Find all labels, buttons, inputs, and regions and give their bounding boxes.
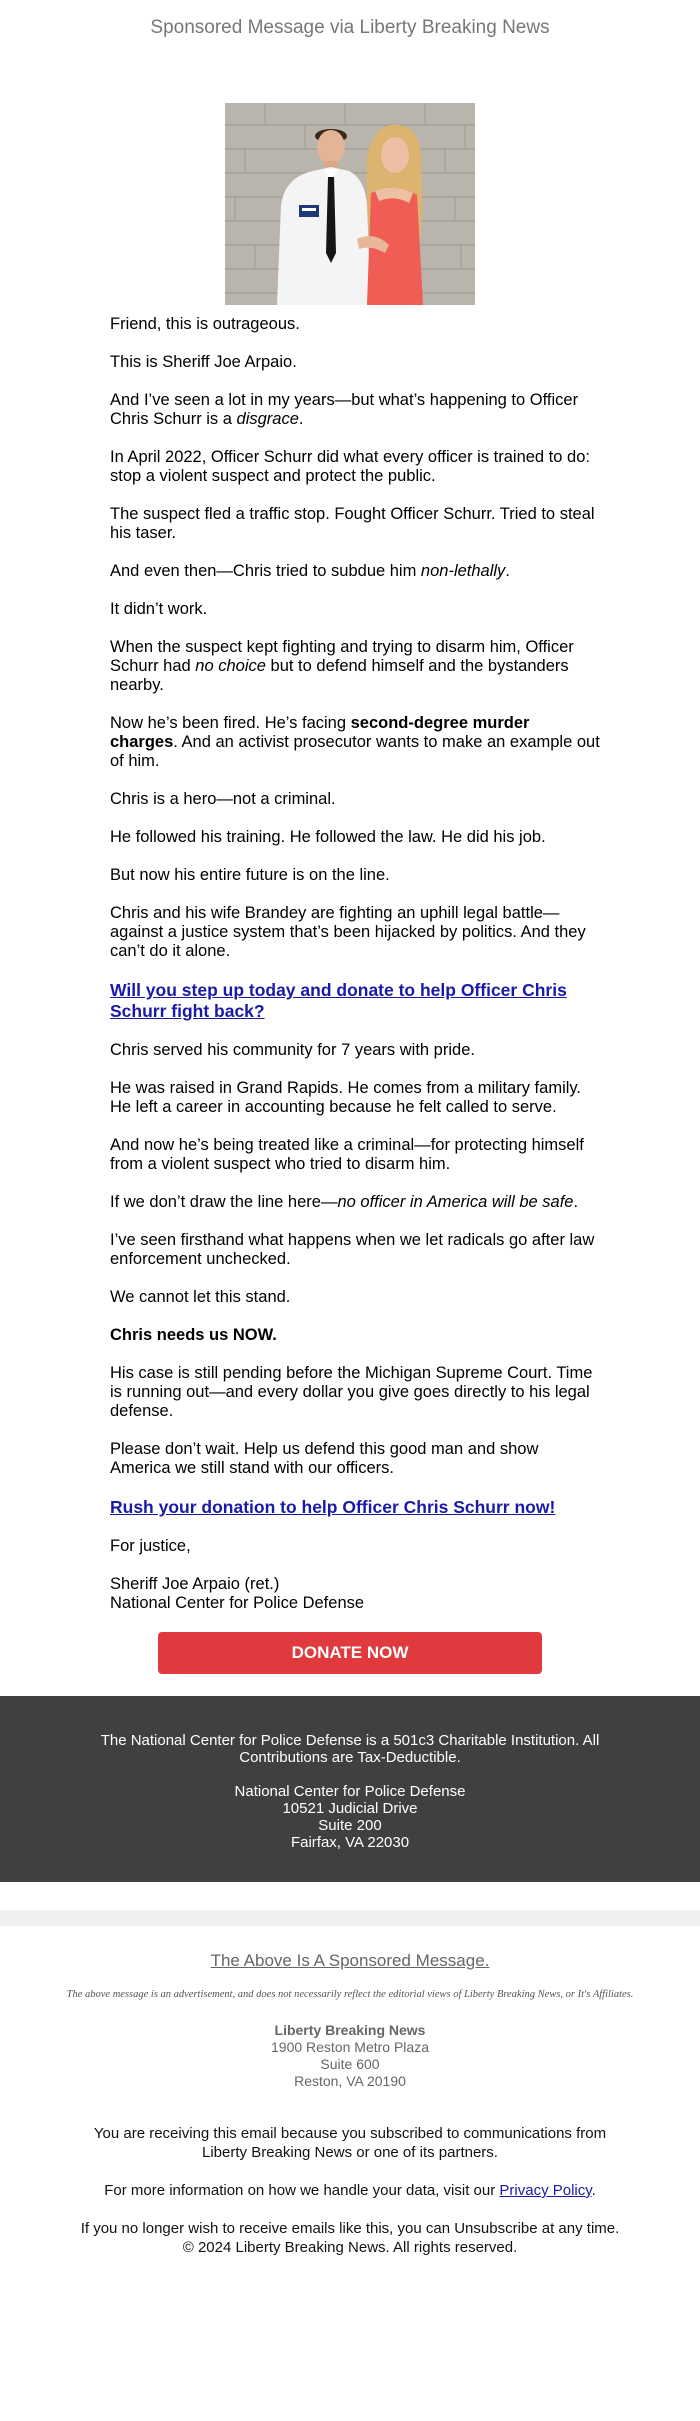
letter-closing: For justice, (110, 1537, 191, 1555)
donate-link-fight-back[interactable]: Will you step up today and donate to help Officer Chris Schurr fight back? (110, 980, 567, 1021)
letter-paragraph: Please don’t wait. Help us defend this good man and show America we still stand with our officers. (110, 1440, 539, 1477)
letter-paragraph: It didn’t work. (110, 600, 208, 618)
legal-section (0, 2124, 700, 2257)
sponsored-header (0, 0, 700, 58)
letter-paragraph: Chris and his wife Brandey are fighting an uphill legal battle—against a justice system that’s been hijacked by politics. And they can’t do it alone. (110, 904, 586, 960)
org-city: Fairfax, VA 22030 (290, 1834, 410, 1851)
divider-band (0, 1910, 700, 1926)
subscription-notice: You are receiving this email because you subscribed to communications from Liberty Breaking News or one of its partners. (93, 2125, 607, 2161)
publisher-suite: Suite 600 (320, 2056, 380, 2072)
letter-paragraph (110, 980, 600, 1022)
emphasis-text: disgrace (236, 410, 299, 428)
copyright-text: © 2024 Liberty Breaking News. All rights reserved. (182, 2239, 518, 2256)
hero-photo-illustration (225, 103, 475, 305)
hero-photo (225, 103, 475, 305)
letter-paragraph: Chris served his community for 7 years with pride. (110, 1041, 475, 1059)
letter-paragraph: He was raised in Grand Rapids. He comes from a military family. He left a career in accounting because he felt called to serve. (110, 1079, 582, 1116)
signature-org: National Center for Police Defense (110, 1594, 365, 1612)
unsubscribe-text: If you no longer wish to receive emails like this, you can Unsubscribe at any time. (80, 2220, 620, 2237)
privacy-notice: For more information on how we handle your data, visit our Privacy Policy. (104, 2182, 596, 2199)
letter-paragraph (110, 1497, 600, 1518)
letter-paragraph: And I’ve seen a lot in my years—but what’s happening to Officer Chris Schurr is a disgrace. (110, 391, 579, 428)
letter-paragraph: This is Sheriff Joe Arpaio. (110, 353, 297, 371)
emphasis-text: no choice (195, 657, 266, 675)
emphasis-text: non-lethally (420, 562, 506, 580)
letter-paragraph: When the suspect kept fighting and trying to disarm him, Officer Schurr had no choice but to defend himself and the bystanders nearby. (110, 638, 574, 694)
spacer (0, 1882, 700, 1910)
sponsor-note: The above message is an advertisement, and does not necessarily reflect the editorial views of Liberty Breaking News, or It's Affiliates. (66, 1989, 634, 2000)
letter-paragraph: We cannot let this stand. (110, 1288, 291, 1306)
letter-signature (110, 1575, 600, 1613)
letter-paragraph: The suspect fled a traffic stop. Fought Officer Schurr. Tried to steal his taser. (110, 505, 595, 542)
letter-paragraph: And even then—Chris tried to subdue him non-lethally. (110, 562, 510, 580)
letter-paragraph: If we don’t draw the line here—no officer in America will be safe. (110, 1193, 579, 1211)
publisher-name: Liberty Breaking News (274, 2022, 426, 2038)
org-name: National Center for Police Defense (234, 1783, 466, 1800)
sponsor-title: The Above Is A Sponsored Message. (210, 1951, 490, 1970)
donate-now-button[interactable]: DONATE NOW (158, 1632, 542, 1674)
letter-paragraph: I’ve seen firsthand what happens when we let radicals go after law enforcement unchecked. (110, 1231, 595, 1268)
emphasis-text: no officer in America will be safe (337, 1193, 574, 1211)
bold-text: Chris needs us NOW. (110, 1326, 277, 1344)
org-footer (0, 1696, 700, 1882)
signature-name: Sheriff Joe Arpaio (ret.) (110, 1575, 280, 1593)
org-address (90, 1783, 610, 1851)
privacy-policy-link[interactable]: Privacy Policy (499, 2182, 592, 2199)
letter-paragraph: Friend, this is outrageous. (110, 315, 300, 333)
letter-body (110, 315, 600, 1613)
letter-paragraph: Chris is a hero—not a criminal. (110, 790, 336, 808)
org-street: 10521 Judicial Drive (282, 1800, 418, 1817)
donate-link-rush[interactable]: Rush your donation to help Officer Chris Schurr now! (110, 1497, 556, 1517)
bold-text: second-degree murder charges (110, 714, 530, 751)
cta-container (0, 1632, 700, 1696)
tax-disclaimer: The National Center for Police Defense is a 501c3 Charitable Institution. All Contributions are Tax-Deductible. (100, 1732, 600, 1766)
letter-paragraph: Now he’s been fired. He’s facing second-degree murder charges. And an activist prosecutor wants to make an example out of him. (110, 714, 600, 770)
hero-image-container (0, 103, 700, 305)
publisher-city: Reston, VA 20190 (294, 2073, 406, 2089)
letter-paragraph: In April 2022, Officer Schurr did what every officer is trained to do: stop a violent suspect and protect the public. (110, 448, 590, 485)
unsubscribe-notice (70, 2219, 630, 2257)
org-suite: Suite 200 (318, 1817, 382, 1834)
letter-paragraph: And now he’s being treated like a criminal—for protecting himself from a violent suspect who tried to disarm him. (110, 1136, 584, 1173)
letter-paragraph: He followed his training. He followed the law. He did his job. (110, 828, 546, 846)
publisher-street: 1900 Reston Metro Plaza (271, 2039, 429, 2055)
sponsored-header-text: Sponsored Message via Liberty Breaking News (150, 17, 550, 38)
letter-paragraph: His case is still pending before the Michigan Supreme Court. Time is running out—and every dollar you give goes directly to his legal defense. (110, 1364, 593, 1420)
sponsor-section (0, 1926, 700, 2090)
publisher-address (0, 2022, 700, 2090)
letter-paragraph (110, 1326, 600, 1345)
letter-paragraph: But now his entire future is on the line. (110, 866, 390, 884)
